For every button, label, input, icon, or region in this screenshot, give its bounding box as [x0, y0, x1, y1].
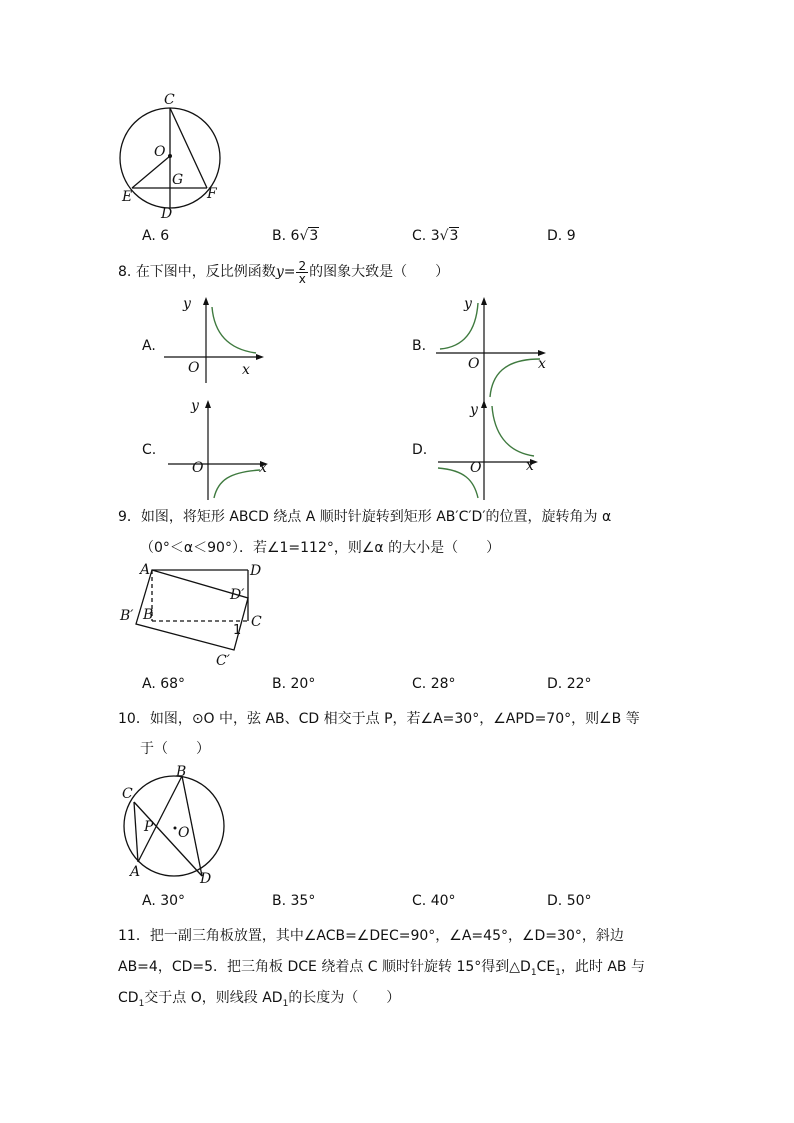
q11-question-line3: $CD_1$交于点 O，则线段 $AD_1$的长度为（ ）	[118, 990, 401, 1009]
q7-label-g: G	[172, 172, 184, 188]
sqrt-sign-icon: √	[299, 228, 309, 244]
sqrt-sign-icon: √	[439, 228, 449, 244]
q9-option-d[interactable]: D. 22°	[547, 676, 592, 692]
q7-label-e: E	[122, 189, 133, 205]
q9-option-a[interactable]: A. 68°	[142, 676, 186, 692]
q8-fraction: $\frac{2}{x}$	[298, 258, 307, 286]
q7-option-a[interactable]: A. 6	[142, 228, 170, 244]
q9-question-line1: 9．如图，将矩形 ABCD 绕点 A 顺时针旋转到矩形 AB′C′D′的位置，旋转角为 α	[118, 509, 612, 525]
q8-option-c[interactable]: C.	[142, 442, 157, 458]
q9-option-b[interactable]: B. 20°	[272, 676, 316, 692]
q8-graph-b	[432, 295, 552, 405]
q7-label-o: O	[154, 144, 166, 160]
q7-label-f: F	[207, 186, 217, 202]
q8-graph-a	[160, 295, 270, 385]
q10-question-line1: 10．如图，⊙O 中，弦 AB、CD 相交于点 P，若∠A=30°，∠APD=70°，则∠B 等	[118, 711, 640, 727]
q10-option-c[interactable]: C. 40°	[412, 893, 456, 909]
q10-option-d[interactable]: D. 50°	[547, 893, 592, 909]
q10-question-line2: 于（ ）	[140, 741, 210, 757]
q8-question: 8. 在下图中，反比例函数y= $\frac{2}{x}$ 的图象大致是（ ）	[118, 258, 450, 286]
q7-option-c[interactable]: C. 3√3	[412, 228, 459, 244]
q10-option-b[interactable]: B. 35°	[272, 893, 316, 909]
q7-option-d[interactable]: D. 9	[547, 228, 576, 244]
q8-option-b[interactable]: B.	[412, 338, 427, 354]
q10-option-a[interactable]: A. 30°	[142, 893, 186, 909]
q11-question-line2: AB=4，CD=5．把三角板 DCE 绕着点 C 顺时针旋转 15°得到$\triangle D_1CE_1$，此时 AB 与	[118, 959, 645, 978]
q8-option-d[interactable]: D.	[412, 442, 428, 458]
q8-option-a[interactable]: A.	[142, 338, 156, 354]
q9-question-line2: （0°＜α＜90°）．若∠1=112°，则∠α 的大小是（ ）	[140, 540, 501, 556]
q11-question-line1: 11．把一副三角板放置，其中∠ACB=∠DEC=90°，∠A=45°，∠D=30°，斜边	[118, 928, 624, 944]
q8-graph-d	[434, 398, 544, 502]
q9-option-c[interactable]: C. 28°	[412, 676, 456, 692]
q8-graph-c	[164, 398, 274, 502]
q7-label-c: C	[164, 92, 175, 108]
q7-label-d: D	[161, 206, 173, 222]
q7-option-b[interactable]: B. 6√3	[272, 228, 319, 244]
